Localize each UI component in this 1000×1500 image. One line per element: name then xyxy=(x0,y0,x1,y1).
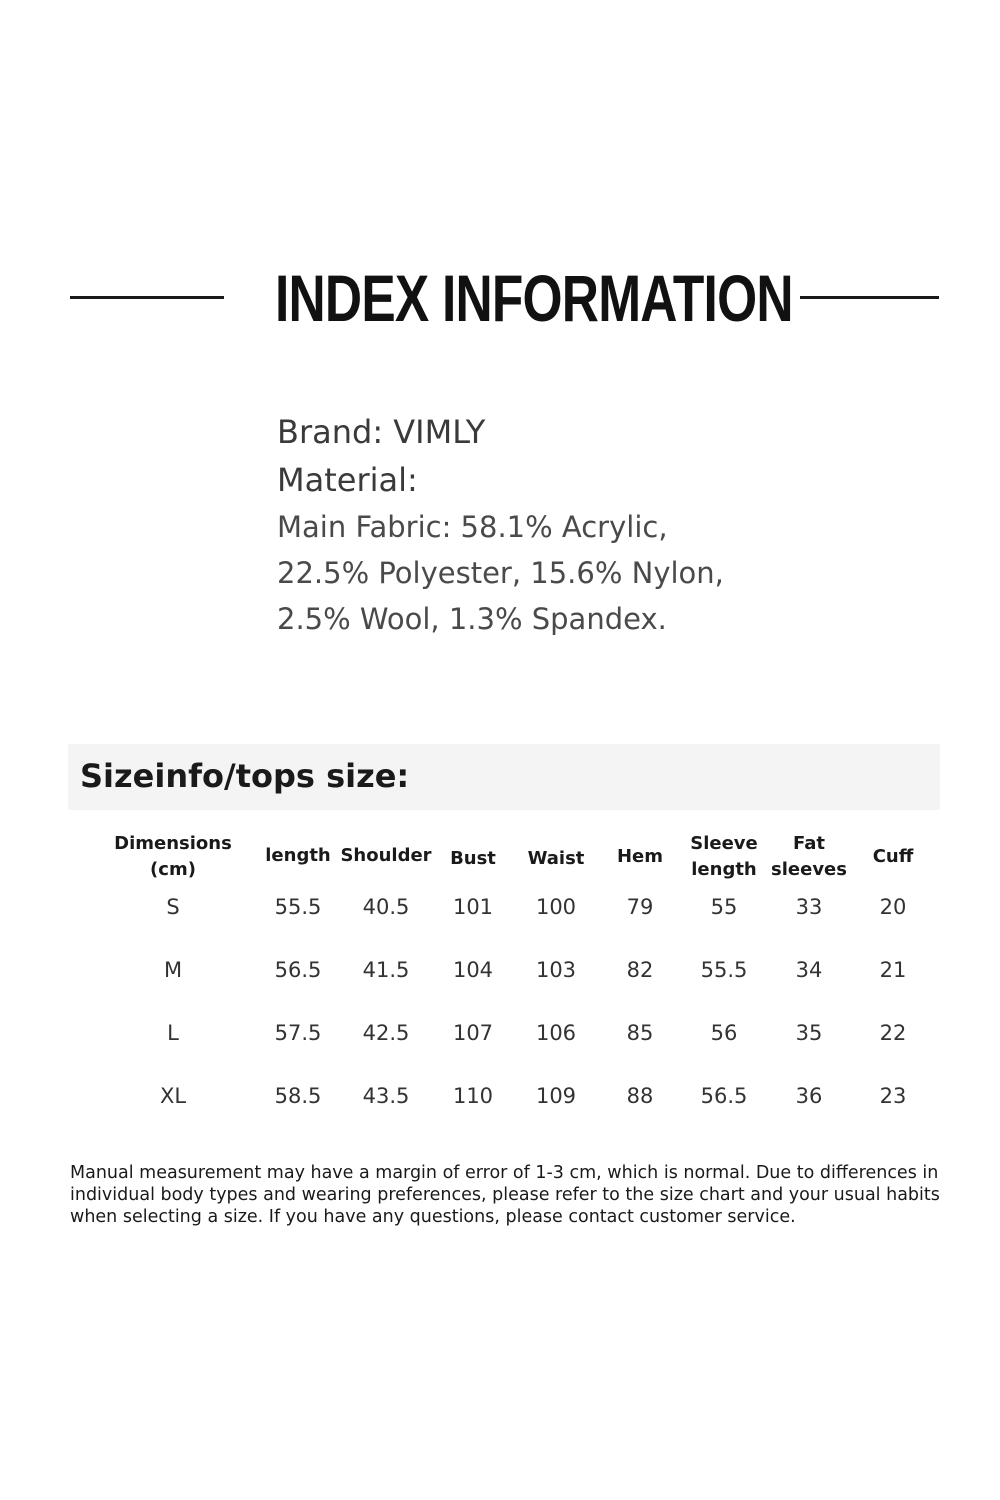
page-title: INDEX INFORMATION xyxy=(275,261,793,335)
size-table-header-cell: (cm) xyxy=(150,859,196,880)
size-table-body xyxy=(68,892,940,1144)
product-info xyxy=(277,408,837,642)
measurement-cell: 56.5 xyxy=(700,1084,748,1108)
size-table xyxy=(68,828,940,1144)
measurement-cell: 55 xyxy=(710,895,738,919)
size-table-header-cell: length xyxy=(691,859,757,880)
measurement-cell: 36 xyxy=(795,1084,823,1108)
measurement-cell: 56.5 xyxy=(274,958,322,982)
size-table-header-cell: Shoulder xyxy=(340,845,432,866)
size-info-heading: Sizeinfo/tops size: xyxy=(80,757,410,795)
measurement-cell: 34 xyxy=(795,958,823,982)
measurement-cell: 100 xyxy=(535,895,577,919)
measurement-cell: 42.5 xyxy=(362,1021,410,1045)
measurement-cell: 82 xyxy=(626,958,654,982)
size-table-header-cell: Cuff xyxy=(872,846,914,867)
measurement-cell: 85 xyxy=(626,1021,654,1045)
size-table-header-cell: Bust xyxy=(450,848,496,869)
measurement-cell: 79 xyxy=(626,895,654,919)
measurement-cell: 107 xyxy=(452,1021,494,1045)
fabric-line: 22.5% Polyester, 15.6% Nylon, xyxy=(277,556,724,590)
size-table-header-cell: sleeves xyxy=(771,859,847,880)
measurement-cell: 22 xyxy=(879,1021,907,1045)
measurement-cell: 57.5 xyxy=(274,1021,322,1045)
table-row xyxy=(68,1018,940,1081)
measurement-cell: 88 xyxy=(626,1084,654,1108)
size-info-banner xyxy=(68,744,940,810)
measurement-cell: 101 xyxy=(452,895,494,919)
measurement-cell: 56 xyxy=(710,1021,738,1045)
measurement-cell: 109 xyxy=(535,1084,577,1108)
size-table-header-cell: Waist xyxy=(527,848,585,869)
size-label-cell: M xyxy=(163,958,183,982)
size-table-header-cell: length xyxy=(265,845,331,866)
measurement-cell: 106 xyxy=(535,1021,577,1045)
fabric-line: Main Fabric: 58.1% Acrylic, xyxy=(277,510,668,544)
size-table-header-cell: Hem xyxy=(616,846,664,867)
table-row xyxy=(68,955,940,1018)
measurement-cell: 23 xyxy=(879,1084,907,1108)
measurement-cell: 41.5 xyxy=(362,958,410,982)
measurement-cell: 103 xyxy=(535,958,577,982)
size-label-cell: XL xyxy=(159,1084,187,1108)
fabric-line: 2.5% Wool, 1.3% Spandex. xyxy=(277,602,667,636)
measurement-cell: 40.5 xyxy=(362,895,410,919)
material-label: Material: xyxy=(277,461,418,499)
measurement-cell: 55.5 xyxy=(700,958,748,982)
table-row xyxy=(68,1081,940,1144)
measurement-cell: 104 xyxy=(452,958,494,982)
size-table-header xyxy=(68,828,940,892)
measurement-cell: 58.5 xyxy=(274,1084,322,1108)
size-table-header-cell: Fat xyxy=(793,833,825,854)
measurement-cell: 21 xyxy=(879,958,907,982)
table-row xyxy=(68,892,940,955)
measurement-cell: 55.5 xyxy=(274,895,322,919)
header-rule-left xyxy=(70,296,224,299)
measurement-note: Manual measurement may have a margin of error of 1-3 cm, which is normal. Due to differences in individual body types and wearing preferences, please refer to the size chart and your usual habits when selecting a size. If you have any questions, please contact customer service. xyxy=(70,1163,940,1227)
size-label-cell: L xyxy=(167,1021,179,1045)
brand-line: Brand: VIMLY xyxy=(277,413,486,451)
size-label-cell: S xyxy=(166,895,180,919)
measurement-cell: 20 xyxy=(879,895,907,919)
measurement-cell: 35 xyxy=(795,1021,823,1045)
header-rule-right xyxy=(800,296,939,299)
measurement-cell: 110 xyxy=(452,1084,494,1108)
size-table-header-cell: Sleeve xyxy=(690,833,758,854)
measurement-cell: 33 xyxy=(795,895,823,919)
size-table-header-cell: Dimensions xyxy=(114,833,232,854)
measurement-cell: 43.5 xyxy=(362,1084,410,1108)
